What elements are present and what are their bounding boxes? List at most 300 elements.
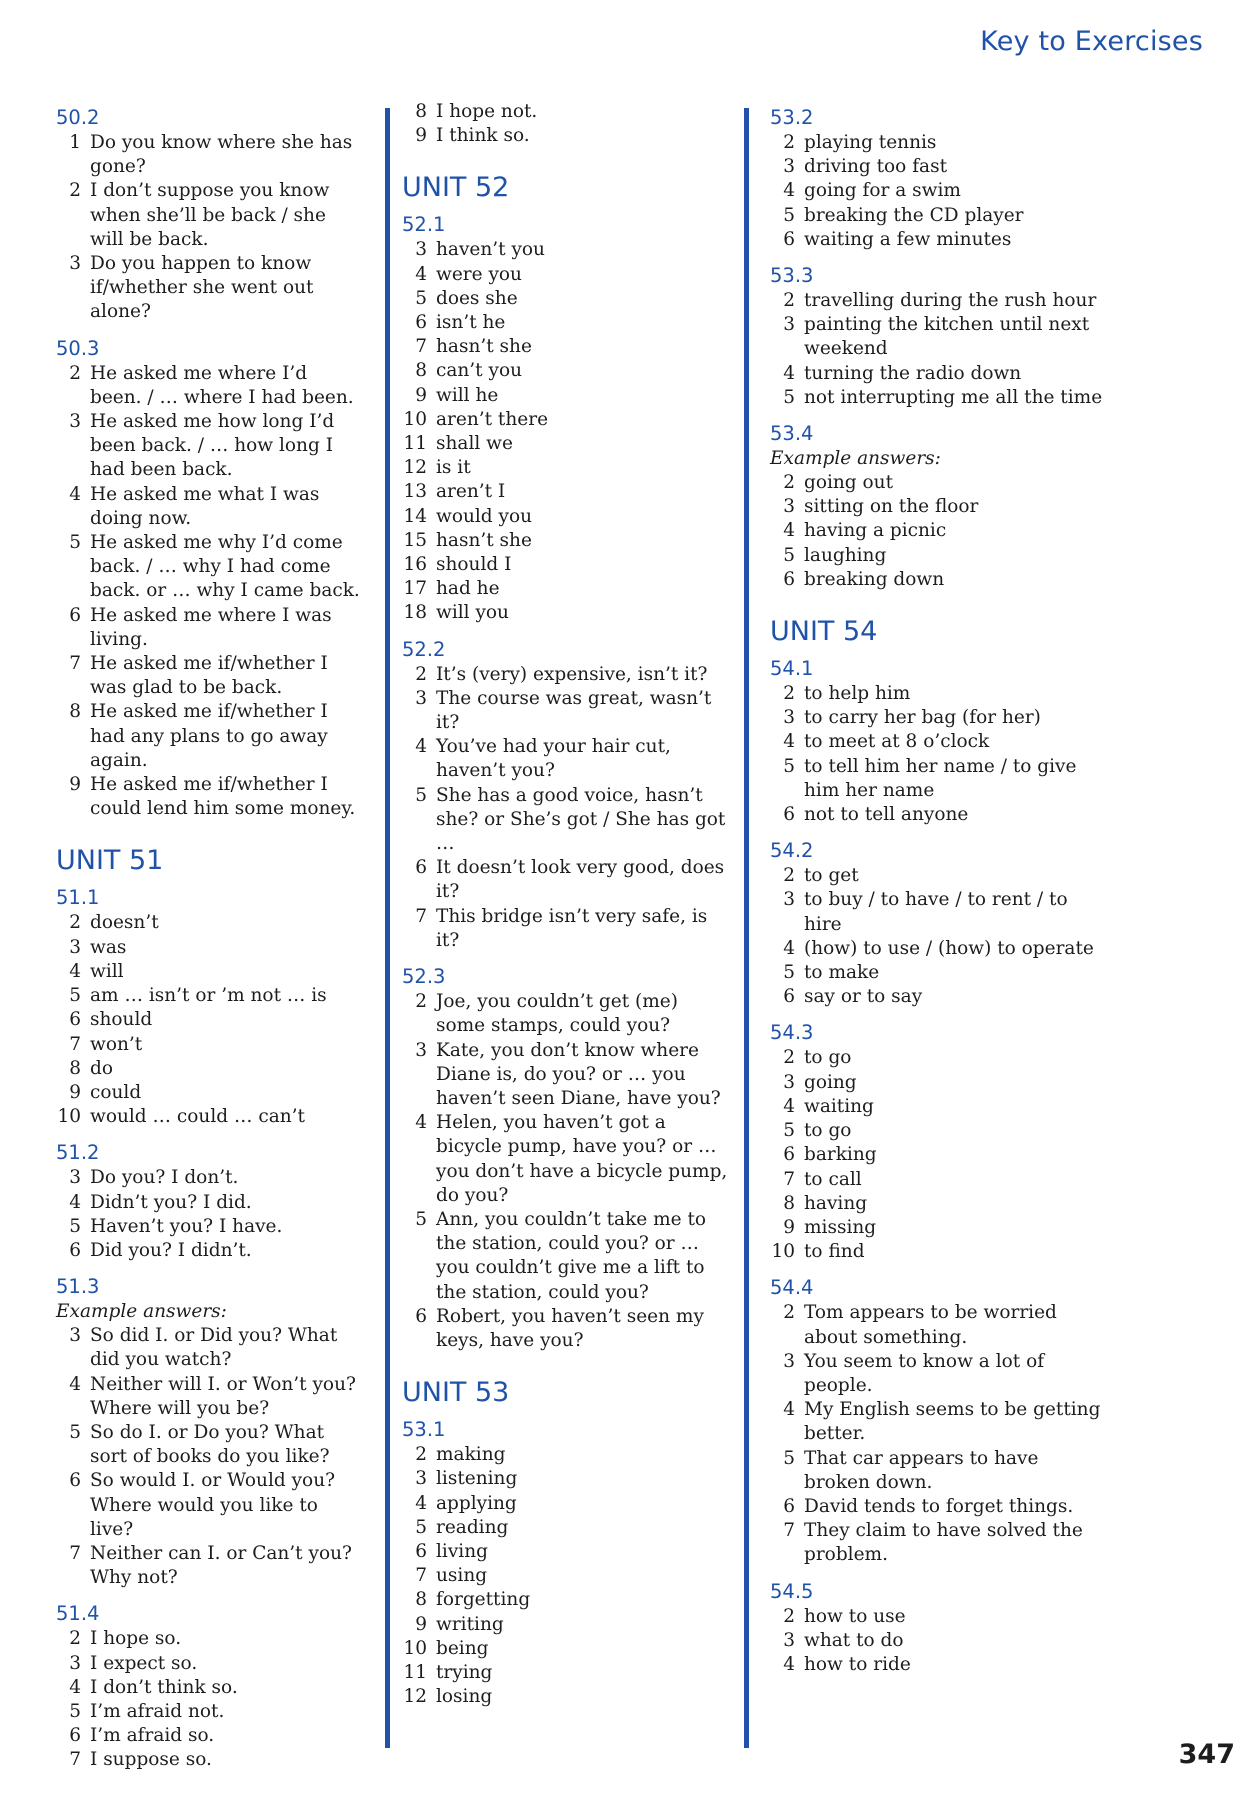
answer-number: 2 (783, 865, 795, 887)
answer-text: to carry her bag (for her) (804, 707, 1041, 729)
answer-item (402, 1305, 732, 1353)
answer-item (402, 1492, 732, 1516)
answer-item (56, 483, 361, 531)
answer-item (56, 936, 361, 960)
answer-item (56, 984, 361, 1008)
answer-text: to make (804, 962, 880, 984)
answer-item (56, 1652, 361, 1676)
answer-item (56, 652, 361, 700)
answer-text: I’m afraid so. (90, 1725, 215, 1747)
answer-item (56, 1676, 361, 1700)
answer-text: trying (436, 1661, 493, 1683)
answer-number: 5 (783, 386, 795, 408)
exercise-section (56, 1273, 361, 1590)
answer-text: So do I. or Do you? What sort of books do you like? (90, 1421, 330, 1468)
answer-number: 6 (783, 986, 795, 1008)
answer-item (770, 568, 1110, 592)
answer-item (402, 100, 732, 124)
exercise-number: 54.5 (770, 1579, 814, 1603)
exercise-section (770, 837, 1110, 1009)
answer-number: 4 (69, 1373, 81, 1395)
answer-item (402, 1467, 732, 1491)
answer-item (56, 1627, 361, 1651)
answer-number: 7 (69, 1033, 81, 1055)
answer-item (402, 1564, 732, 1588)
answer-number: 7 (783, 1168, 795, 1190)
answer-number: 1 (69, 132, 81, 153)
answer-item (402, 529, 732, 553)
answer-number: 11 (403, 433, 427, 455)
page-number: 347 (1178, 1739, 1235, 1770)
answer-item (770, 471, 1110, 495)
unit-heading: UNIT 52 (402, 172, 510, 204)
answer-text: hasn’t she (436, 336, 532, 358)
answer-item (402, 432, 732, 456)
answer-item (56, 1105, 361, 1129)
exercise-number: 54.1 (770, 657, 814, 681)
answer-text: reading (436, 1516, 509, 1538)
answer-number: 3 (783, 314, 795, 336)
answer-text: should I (436, 554, 512, 576)
answer-number: 5 (783, 1447, 795, 1469)
answer-item (402, 238, 732, 262)
answer-item (770, 1192, 1110, 1216)
answer-item (56, 1700, 361, 1724)
answer-text: aren’t I (436, 481, 506, 503)
answer-text: This bridge isn’t very safe, is it? (436, 905, 708, 951)
answer-number: 6 (783, 228, 795, 250)
answer-item (402, 784, 732, 857)
column-divider (385, 108, 390, 1748)
unit-heading: UNIT 54 (770, 616, 878, 648)
answer-number: 5 (783, 204, 795, 226)
answer-text: had he (436, 578, 500, 600)
answer-text: writing (436, 1613, 504, 1635)
answer-text: Joe, you couldn’t get (me) some stamps, could you? (436, 991, 678, 1037)
answer-text: He asked me if/whether I could lend him some money. (90, 774, 356, 820)
exercise-number: 51.3 (56, 1275, 100, 1299)
answer-number: 4 (69, 960, 81, 982)
answer-column-2 (402, 100, 732, 1719)
answer-number: 6 (783, 804, 795, 826)
exercise-section (402, 1416, 732, 1709)
answer-text: to meet at 8 o’clock (804, 731, 990, 753)
answer-text: He asked me why I’d come back. / … why I had come back. or … why I came back. (90, 532, 360, 602)
answer-number: 2 (415, 1444, 427, 1466)
answer-item (402, 905, 732, 953)
answer-number: 5 (783, 1120, 795, 1142)
answer-item (402, 1540, 732, 1564)
answer-number: 7 (415, 336, 427, 358)
answer-number: 18 (403, 602, 427, 624)
answer-number: 5 (783, 544, 795, 566)
answer-item (770, 1398, 1110, 1446)
answer-item (770, 1301, 1110, 1349)
answer-item (770, 706, 1110, 730)
answer-number: 15 (403, 529, 427, 551)
answer-item (56, 531, 361, 604)
answer-item (402, 1637, 732, 1661)
answer-number: 14 (403, 505, 427, 527)
unit-heading: UNIT 53 (402, 1377, 510, 1409)
exercise-section (770, 1274, 1110, 1567)
answer-text: He asked me if/whether I was glad to be back. (90, 653, 328, 699)
answer-number: 2 (69, 362, 81, 384)
answer-number: 9 (415, 384, 427, 406)
answer-text: It doesn’t look very good, does it? (436, 857, 725, 903)
answer-number: 4 (783, 731, 795, 753)
answer-text: would … could … can’t (90, 1106, 305, 1128)
answer-number: 2 (69, 1628, 81, 1650)
answer-item (402, 856, 732, 904)
answer-column-3 (770, 100, 1110, 1687)
answer-text: I expect so. (90, 1652, 198, 1674)
answer-text: laughing (804, 544, 887, 566)
answer-item (770, 228, 1110, 252)
answer-number: 6 (69, 604, 81, 626)
answer-number: 4 (783, 1653, 795, 1675)
answer-text: was (90, 936, 127, 958)
answer-number: 9 (415, 125, 427, 147)
answer-item (56, 700, 361, 773)
answer-item (770, 937, 1110, 961)
answer-number: 3 (783, 1350, 795, 1372)
answer-number: 6 (783, 568, 795, 590)
answer-text: Do you happen to know if/whether she went out alone? (90, 253, 314, 323)
answer-number: 8 (415, 101, 427, 122)
answer-text: I think so. (436, 125, 530, 147)
answer-item (402, 1613, 732, 1637)
exercise-section (402, 636, 732, 953)
answer-item (770, 155, 1110, 179)
answer-text: I’m afraid not. (90, 1700, 225, 1722)
answer-item (56, 1239, 361, 1263)
answer-number: 3 (783, 156, 795, 178)
answer-number: 6 (415, 312, 427, 334)
answer-text: playing tennis (804, 132, 937, 153)
answer-item (402, 1443, 732, 1467)
answer-item (770, 961, 1110, 985)
answer-text: how to use (804, 1605, 906, 1627)
answer-number: 6 (415, 857, 427, 879)
answer-item (770, 1216, 1110, 1240)
answer-text: do (90, 1057, 113, 1079)
answer-number: 5 (415, 1516, 427, 1538)
answer-item (402, 1111, 732, 1208)
answer-number: 3 (69, 1167, 81, 1189)
answer-text: painting the kitchen until next weekend (804, 314, 1090, 360)
answer-number: 2 (783, 132, 795, 153)
answer-number: 2 (783, 1605, 795, 1627)
answer-item (402, 505, 732, 529)
answer-number: 3 (783, 889, 795, 911)
answer-item (770, 803, 1110, 827)
answer-number: 11 (403, 1661, 427, 1683)
answer-text: would you (436, 505, 533, 527)
answer-number: 12 (403, 457, 427, 479)
answer-item (770, 544, 1110, 568)
answer-text: David tends to forget things. (804, 1495, 1074, 1517)
answer-item (770, 1168, 1110, 1192)
answer-text: is it (436, 457, 471, 479)
answer-text: haven’t you (436, 239, 545, 261)
page-header-title: Key to Exercises (980, 26, 1203, 57)
answer-number: 4 (783, 520, 795, 542)
answer-number: 4 (415, 736, 427, 758)
answer-number: 6 (69, 1470, 81, 1492)
answer-text: sitting on the floor (804, 496, 979, 518)
exercise-number: 50.3 (56, 336, 100, 360)
answer-item (770, 495, 1110, 519)
answer-item (770, 1605, 1110, 1629)
exercise-section (56, 335, 361, 822)
answer-item (56, 604, 361, 652)
answer-text: to find (804, 1241, 865, 1263)
answer-text: He asked me where I was living. (90, 604, 332, 650)
answer-item (56, 1166, 361, 1190)
answer-text: travelling during the rush hour (804, 290, 1097, 312)
answer-number: 6 (415, 1540, 427, 1562)
answer-text: breaking down (804, 568, 945, 590)
answer-number: 13 (403, 481, 427, 503)
answer-text: I suppose so. (90, 1749, 212, 1771)
answer-item (770, 386, 1110, 410)
answer-text: having (804, 1192, 868, 1214)
answer-number: 2 (783, 1302, 795, 1324)
answer-item (770, 131, 1110, 155)
answer-number: 5 (69, 985, 81, 1007)
answer-text: having a picnic (804, 520, 947, 542)
answer-number: 6 (69, 1009, 81, 1031)
answer-item (770, 1629, 1110, 1653)
answer-text: isn’t he (436, 312, 506, 334)
answer-number: 3 (415, 239, 427, 261)
exercise-section (402, 211, 732, 625)
answer-text: I hope so. (90, 1628, 182, 1650)
answer-text: He asked me where I’d been. / … where I had been. (90, 362, 354, 408)
answer-number: 5 (415, 784, 427, 806)
answer-text: say or to say (804, 986, 923, 1008)
answer-number: 5 (69, 532, 81, 554)
answer-text: I don’t think so. (90, 1676, 238, 1698)
answer-text: Do you know where she has gone? (90, 132, 353, 178)
answer-number: 6 (783, 1495, 795, 1517)
answer-text: Do you? I don’t. (90, 1167, 239, 1189)
exercise-number: 54.3 (770, 1021, 814, 1045)
answer-text: barking (804, 1144, 877, 1166)
answer-text: That car appears to have broken down. (804, 1447, 1039, 1493)
answer-item (770, 519, 1110, 543)
answer-text: hasn’t she (436, 529, 532, 551)
answer-text: will he (436, 384, 499, 406)
answer-number: 7 (69, 1749, 81, 1771)
answer-text: using (436, 1565, 488, 1587)
answer-number: 5 (783, 962, 795, 984)
answer-item (770, 755, 1110, 803)
answer-text: shall we (436, 433, 513, 455)
answer-text: Did you? I didn’t. (90, 1239, 252, 1261)
answer-item (402, 480, 732, 504)
answer-item (770, 1653, 1110, 1677)
answer-item (56, 1748, 361, 1772)
answer-number: 6 (415, 1305, 427, 1327)
exercise-section (770, 1019, 1110, 1264)
answer-item (402, 735, 732, 783)
answer-text: You’ve had your hair cut, haven’t you? (436, 736, 671, 782)
answer-item (56, 179, 361, 252)
answer-item (402, 990, 732, 1038)
answer-text: (how) to use / (how) to operate (804, 937, 1094, 959)
exercise-number: 53.3 (770, 264, 814, 288)
answer-number: 16 (403, 554, 427, 576)
answer-text: applying (436, 1492, 517, 1514)
answer-item (402, 553, 732, 577)
answer-number: 4 (69, 1676, 81, 1698)
answer-text: living (436, 1540, 488, 1562)
answer-text: Tom appears to be worried about something. (804, 1302, 1057, 1348)
answer-text: Haven’t you? I have. (90, 1215, 283, 1237)
answer-number: 2 (69, 912, 81, 934)
answer-text: missing (804, 1216, 877, 1238)
answer-number: 2 (69, 180, 81, 202)
answer-number: 2 (783, 683, 795, 705)
exercise-number: 50.2 (56, 106, 100, 129)
answer-number: 2 (415, 991, 427, 1013)
answer-text: turning the radio down (804, 362, 1022, 384)
answer-text: forgetting (436, 1589, 531, 1611)
answer-item (56, 362, 361, 410)
answer-item (56, 911, 361, 935)
answer-number: 5 (415, 1208, 427, 1230)
answer-text: does she (436, 287, 518, 309)
answer-item (770, 730, 1110, 754)
answer-item (770, 888, 1110, 936)
answer-number: 9 (69, 774, 81, 796)
answer-item (402, 1516, 732, 1540)
answer-number: 3 (783, 1629, 795, 1651)
answer-item (770, 313, 1110, 361)
answer-text: being (436, 1637, 489, 1659)
answer-text: waiting (804, 1095, 874, 1117)
answer-item (402, 124, 732, 148)
answer-item (770, 1519, 1110, 1567)
answer-number: 4 (415, 1112, 427, 1134)
answer-number: 3 (415, 1468, 427, 1490)
answer-text: They claim to have solved the problem. (804, 1520, 1083, 1566)
answer-number: 8 (69, 1057, 81, 1079)
answer-text: The course was great, wasn’t it? (436, 687, 712, 734)
answer-text: going (804, 1071, 857, 1093)
answer-item (770, 1071, 1110, 1095)
answer-text: not interrupting me all the time (804, 386, 1103, 408)
answer-item (56, 1191, 361, 1215)
answer-item (402, 663, 732, 687)
answer-item (770, 682, 1110, 706)
exercise-number: 51.4 (56, 1602, 100, 1626)
answer-item (402, 1588, 732, 1612)
answer-number: 5 (415, 287, 427, 309)
answer-item (402, 456, 732, 480)
answer-number: 4 (415, 263, 427, 285)
answer-item (56, 960, 361, 984)
answer-number: 3 (415, 1039, 427, 1061)
answer-text: aren’t there (436, 408, 549, 430)
answer-text: can’t you (436, 360, 523, 382)
answer-text: My English seems to be getting better. (804, 1399, 1101, 1445)
answer-number: 4 (783, 180, 795, 202)
example-answers-note: Example answers: (56, 1301, 227, 1323)
answer-text: It’s (very) expensive, isn’t it? (436, 663, 708, 685)
exercise-number: 52.1 (402, 213, 446, 237)
answer-item (402, 1208, 732, 1305)
answer-item (402, 384, 732, 408)
answer-text: to tell him her name / to give him her name (804, 755, 1077, 801)
answer-text: He asked me how long I’d been back. / … how long I had been back. (90, 411, 335, 481)
answer-text: to get (804, 865, 859, 887)
answer-number: 3 (783, 1071, 795, 1093)
answer-text: am … isn’t or ’m not … is (90, 985, 327, 1007)
answer-number: 2 (415, 663, 427, 685)
answer-text: will you (436, 602, 509, 624)
exercise-number: 51.1 (56, 886, 100, 910)
exercise-section (56, 884, 361, 1129)
answer-item (56, 1081, 361, 1105)
answer-item (56, 1324, 361, 1372)
column-divider (744, 108, 749, 1748)
answer-item (770, 362, 1110, 386)
answer-item (56, 1724, 361, 1748)
exercise-section (770, 655, 1110, 827)
exercise-section (770, 420, 1110, 592)
answer-item (56, 410, 361, 483)
answer-number: 6 (69, 1239, 81, 1261)
answer-item (56, 1542, 361, 1590)
answer-item (56, 773, 361, 821)
answer-text: losing (436, 1686, 493, 1708)
answer-item (402, 263, 732, 287)
answer-text: won’t (90, 1033, 143, 1055)
answer-number: 8 (783, 1192, 795, 1214)
answer-item (56, 252, 361, 325)
answer-text: Neither can I. or Can’t you? Why not? (90, 1542, 352, 1589)
answer-text: making (436, 1444, 506, 1466)
answer-text: to go (804, 1047, 852, 1069)
answer-text: He asked me what I was doing now. (90, 483, 320, 529)
answer-item (56, 1421, 361, 1469)
answer-text: listening (436, 1468, 518, 1490)
answer-number: 4 (415, 1492, 427, 1514)
answer-item (56, 1008, 361, 1032)
exercise-number: 52.3 (402, 965, 446, 989)
answer-number: 3 (69, 1652, 81, 1674)
answer-item (56, 1373, 361, 1421)
answer-item (770, 1095, 1110, 1119)
answer-item (402, 287, 732, 311)
answer-text: I hope not. (436, 101, 538, 122)
exercise-number: 54.2 (770, 839, 814, 863)
answer-number: 7 (783, 1520, 795, 1542)
answer-number: 5 (69, 1700, 81, 1722)
answer-item (402, 335, 732, 359)
answer-number: 3 (415, 687, 427, 709)
answer-item (770, 1046, 1110, 1070)
answer-text: could (90, 1081, 142, 1103)
answer-text: So did I. or Did you? What did you watch? (90, 1325, 338, 1371)
answer-item (402, 687, 732, 735)
answer-item (770, 1143, 1110, 1167)
answer-number: 8 (415, 1589, 427, 1611)
exercise-section (56, 1600, 361, 1772)
